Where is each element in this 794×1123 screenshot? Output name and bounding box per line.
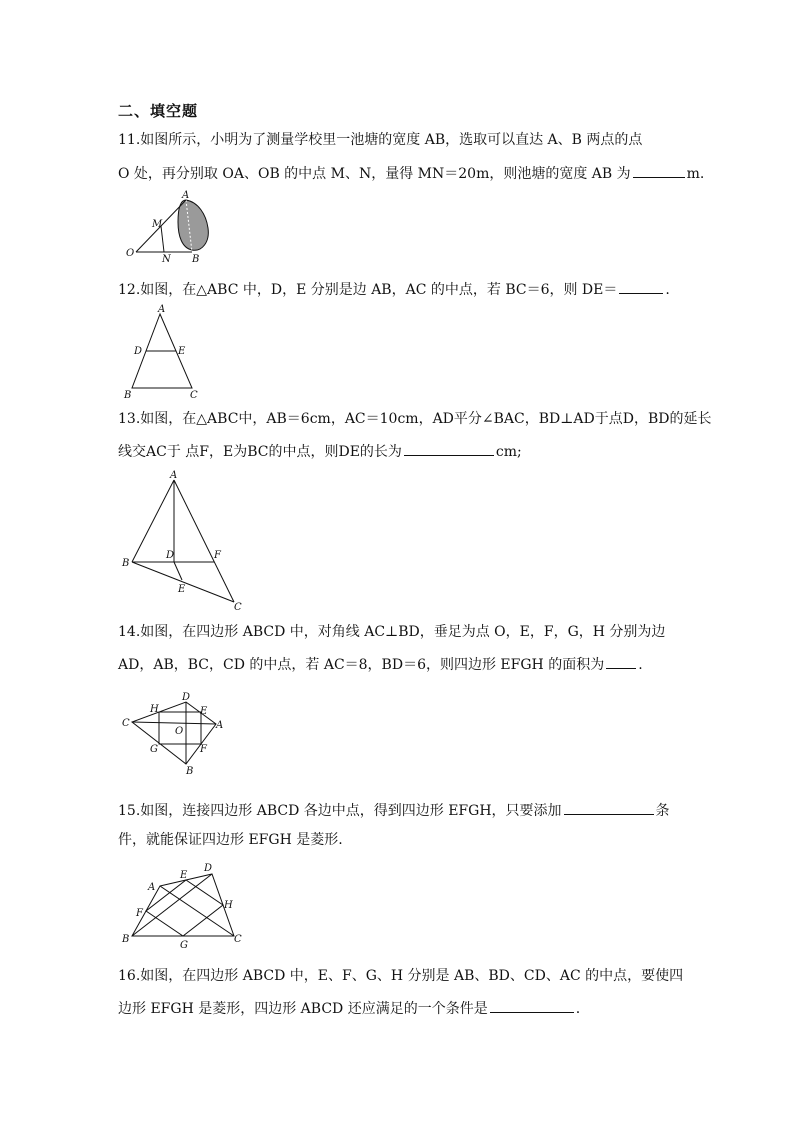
- question-11-unit: m.: [686, 166, 705, 182]
- question-11-text: O 处，再分别取 OA、OB 的中点 M、N，量得 MN＝20m，则池塘的宽度 AB 为: [118, 166, 631, 182]
- question-15-text: 15.如图，连接四边形 ABCD 各边中点，得到四边形 EFGH，只要添加: [118, 803, 562, 819]
- question-11-line-2: [118, 163, 708, 183]
- question-16-text: 边形 EFGH 是菱形，四边形 ABCD 还应满足的一个条件是: [118, 1001, 488, 1017]
- label-c: C: [122, 718, 130, 729]
- question-13-line-1: 13.如图，在△ABC中，AB＝6cm，AC＝10cm，AD平分∠BAC，BD⊥AD于点D，BD的延长: [118, 411, 712, 427]
- label-m: M: [152, 219, 163, 230]
- question-15-line-1: [118, 800, 708, 820]
- label-n: N: [162, 254, 171, 265]
- label-e: E: [180, 870, 188, 881]
- figure-15-quadrilateral: [118, 860, 244, 952]
- segment-bc: [132, 562, 234, 602]
- figure-11-pond: [120, 192, 220, 264]
- label-d: D: [166, 550, 175, 561]
- question-15-text-after: 条: [655, 803, 670, 819]
- question-14-line-2: [118, 654, 708, 674]
- pond-shape: [178, 200, 208, 250]
- label-e: E: [200, 706, 208, 717]
- question-12-end: .: [665, 282, 670, 298]
- question-13-unit: cm;: [495, 444, 522, 460]
- label-b: B: [186, 766, 194, 777]
- question-13-line-2: [118, 441, 708, 461]
- label-f: F: [200, 744, 207, 755]
- answer-blank-16[interactable]: [490, 998, 574, 1013]
- label-f: F: [136, 908, 143, 919]
- figure-13-triangle: [122, 470, 252, 612]
- label-d: D: [134, 346, 143, 357]
- segment-de: [174, 562, 182, 580]
- label-c: C: [190, 390, 198, 401]
- label-c: C: [234, 934, 242, 945]
- label-a: A: [148, 882, 156, 893]
- label-a: A: [170, 470, 178, 481]
- label-e: E: [178, 584, 186, 595]
- label-h: H: [150, 704, 159, 715]
- question-16-line-1: 16.如图，在四边形 ABCD 中，E、F、G、H 分别是 AB、BD、CD、AC 的中点，要使四: [118, 968, 684, 984]
- answer-blank-15[interactable]: [564, 800, 654, 815]
- answer-blank-11[interactable]: [633, 163, 685, 178]
- label-f: F: [214, 550, 221, 561]
- label-o: O: [175, 726, 184, 737]
- diagonal-ac: [132, 722, 216, 724]
- section-title: 二、填空题: [118, 102, 199, 120]
- label-b: B: [122, 558, 130, 569]
- question-16-end: .: [575, 1001, 581, 1017]
- question-13-text: 线交AC于 点F，E为BC的中点，则DE的长为: [118, 444, 402, 460]
- answer-blank-14[interactable]: [606, 654, 636, 669]
- question-14-text: AD，AB，BC，CD 的中点，若 AC＝8，BD＝6，则四边形 EFGH 的面积为: [118, 657, 605, 673]
- label-b: B: [122, 934, 130, 945]
- figure-14-quadrilateral: [120, 692, 230, 778]
- answer-blank-12[interactable]: [619, 279, 663, 294]
- question-11-line-1: 11.如图所示，小明为了测量学校里一池塘的宽度 AB，选取可以直达 A、B 两点的点: [118, 132, 643, 148]
- label-g: G: [180, 940, 188, 951]
- label-h: H: [224, 900, 233, 911]
- label-a: A: [216, 720, 224, 731]
- question-16-line-2: [118, 998, 708, 1018]
- label-b: B: [192, 254, 200, 265]
- label-c: C: [234, 602, 242, 613]
- label-d: D: [204, 863, 213, 874]
- question-14-end: .: [638, 657, 643, 673]
- label-g: G: [150, 744, 158, 755]
- question-14-line-1: 14.如图，在四边形 ABCD 中，对角线 AC⊥BD，垂足为点 O，E，F，G，H 分别为边: [118, 624, 666, 640]
- label-e: E: [178, 346, 186, 357]
- question-12-text: 12.如图，在△ABC 中，D，E 分别是边 AB，AC 的中点，若 BC＝6，则 DE＝: [118, 282, 618, 298]
- label-a: A: [158, 304, 166, 315]
- label-d: D: [182, 692, 191, 703]
- label-a: A: [182, 190, 190, 201]
- figure-12-triangle: [120, 304, 210, 400]
- question-12-line-1: [118, 279, 708, 299]
- answer-blank-13[interactable]: [404, 441, 494, 456]
- question-15-line-2: 件，就能保证四边形 EFGH 是菱形.: [118, 832, 343, 848]
- quadrilateral-efgh: [146, 880, 223, 936]
- label-o: O: [126, 248, 135, 259]
- label-b: B: [124, 390, 132, 401]
